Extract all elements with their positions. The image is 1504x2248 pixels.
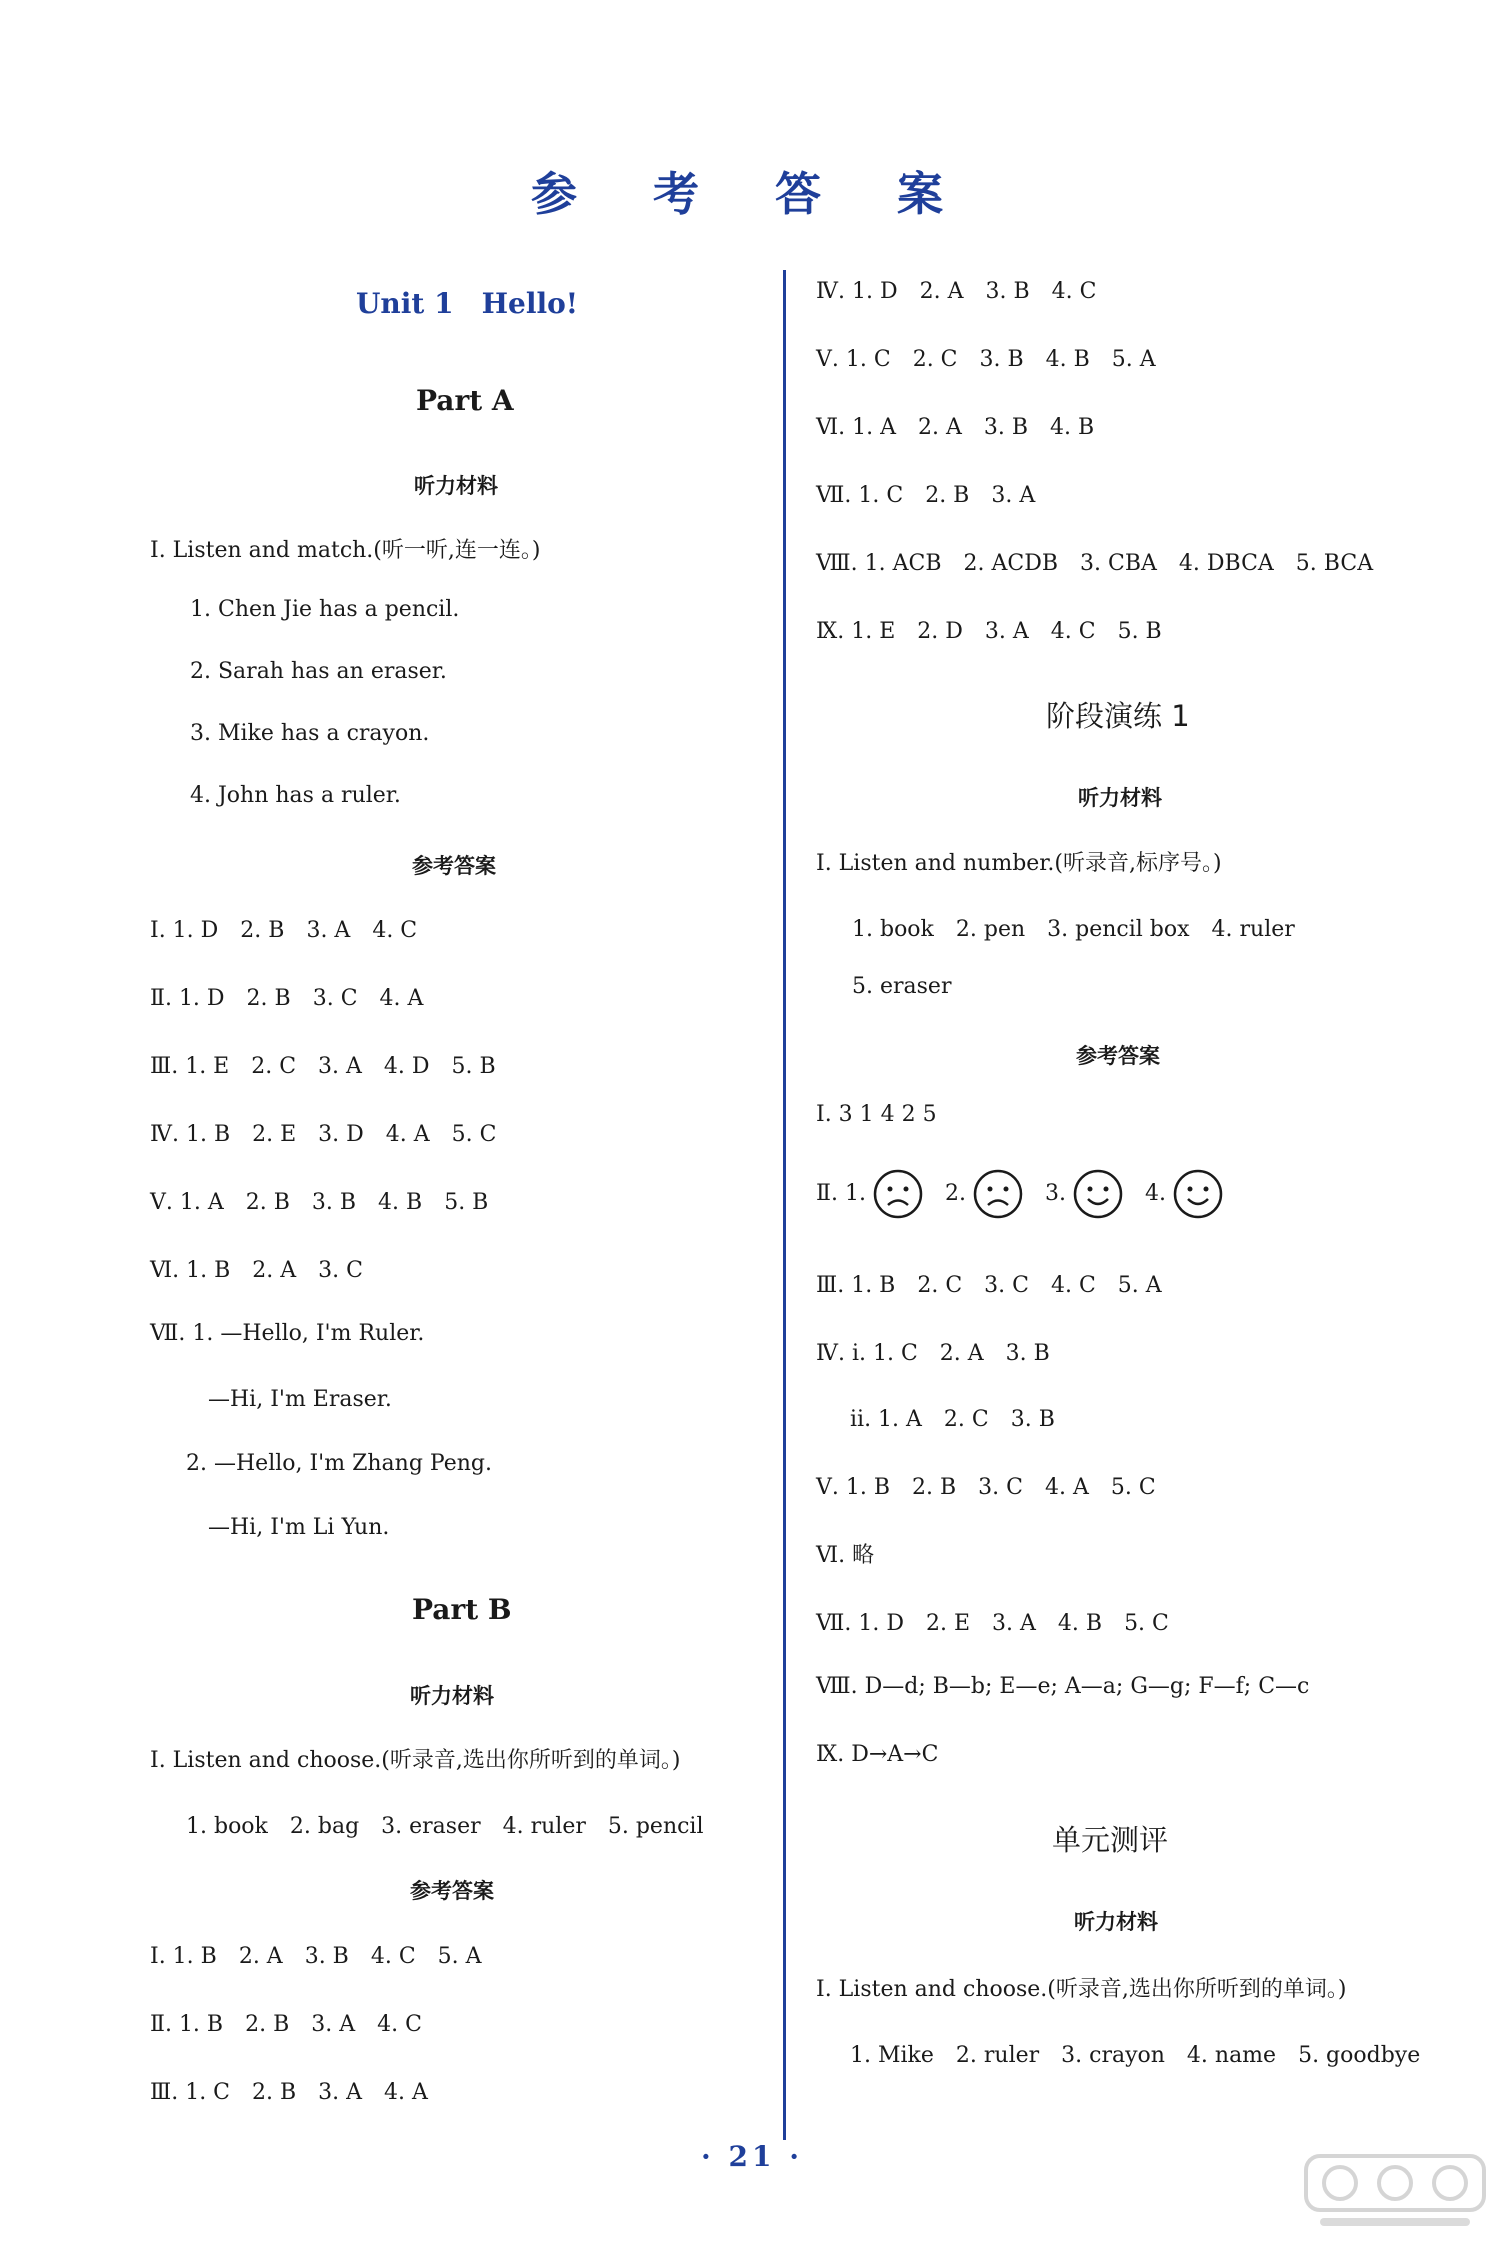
answer-line: Ⅶ. 1. C 2. B 3. A: [816, 483, 1036, 508]
answer-line: —Hi, I'm Eraser.: [208, 1387, 392, 1412]
answer-line: Ⅸ. 1. E 2. D 3. A 4. C 5. B: [816, 619, 1162, 644]
answer-line: Ⅲ. 1. B 2. C 3. C 4. C 5. A: [816, 1273, 1162, 1298]
answer-line: Ⅴ. 1. C 2. C 3. B 4. B 5. A: [816, 347, 1156, 372]
answer-line: Ⅰ. 1. D 2. B 3. A 4. C: [150, 918, 418, 943]
list-item: 1. book 2. pen 3. pencil box 4. ruler: [852, 917, 1295, 942]
answer-line: —Hi, I'm Li Yun.: [208, 1515, 390, 1540]
instruction: Ⅰ. Listen and match.(听一听,连一连。): [150, 538, 541, 563]
list-item: 1. book 2. bag 3. eraser 4. ruler 5. pencil: [186, 1814, 704, 1839]
stage-heading: 阶段演练 1: [1046, 699, 1190, 733]
answers-heading: 参考答案: [1076, 1044, 1160, 1068]
answer-line: ⅱ. 1. A 2. C 3. B: [850, 1407, 1055, 1432]
answer-line: Ⅲ. 1. C 2. B 3. A 4. A: [150, 2080, 428, 2105]
answer-line: Ⅰ. 1. B 2. A 3. B 4. C 5. A: [150, 1944, 482, 1969]
answer-line: Ⅴ. 1. B 2. B 3. C 4. A 5. C: [816, 1475, 1156, 1500]
instruction: Ⅰ. Listen and number.(听录音,标序号。): [816, 851, 1222, 876]
list-item: 1. Mike 2. ruler 3. crayon 4. name 5. goodbye: [850, 2043, 1421, 2068]
column-divider: [783, 270, 786, 2140]
list-item: 1. Chen Jie has a pencil.: [190, 597, 460, 622]
face-label: 1.: [844, 1181, 866, 1206]
watermark-logo-icon: [1300, 2150, 1490, 2240]
sad-face-icon: [872, 1168, 924, 1220]
answer-line: Ⅶ. 1. D 2. E 3. A 4. B 5. C: [816, 1611, 1169, 1636]
happy-face-icon: [1172, 1168, 1224, 1220]
answer-line: Ⅳ. 1. B 2. E 3. D 4. A 5. C: [150, 1122, 497, 1147]
page-title: 参 考 答 案: [530, 167, 974, 221]
happy-face-icon: [1072, 1168, 1124, 1220]
face-label: 2.: [944, 1181, 966, 1206]
answer-prefix: Ⅱ.: [816, 1181, 838, 1206]
instruction: Ⅰ. Listen and choose.(听录音,选出你所听到的单词。): [150, 1748, 681, 1773]
answer-line: Ⅵ. 略: [816, 1543, 875, 1568]
answer-line: Ⅳ. ⅰ. 1. C 2. A 3. B: [816, 1341, 1050, 1366]
list-item: 5. eraser: [852, 974, 952, 999]
list-item: 2. Sarah has an eraser.: [190, 659, 447, 684]
listening-heading: 听力材料: [414, 474, 498, 498]
unit-title: Unit 1 Hello!: [356, 287, 579, 320]
part-b-heading: Part B: [412, 1593, 512, 1626]
answer-line: Ⅷ. 1. ACB 2. ACDB 3. CBA 4. DBCA 5. BCA: [816, 551, 1374, 576]
list-item: 4. John has a ruler.: [190, 783, 401, 808]
answer-line: Ⅵ. 1. B 2. A 3. C: [150, 1258, 363, 1283]
listening-heading: 听力材料: [1078, 786, 1162, 810]
face-label: 4.: [1144, 1181, 1166, 1206]
unit-test-heading: 单元测评: [1052, 1823, 1169, 1857]
answer-line: Ⅶ. 1. —Hello, I'm Ruler.: [150, 1321, 425, 1346]
answer-line: Ⅳ. 1. D 2. A 3. B 4. C: [816, 279, 1097, 304]
answer-line: Ⅷ. D—d; B—b; E—e; A—a; G—g; F—f; C—c: [816, 1674, 1310, 1699]
sad-face-icon: [972, 1168, 1024, 1220]
answer-line: Ⅱ. 1. B 2. B 3. A 4. C: [150, 2012, 422, 2037]
face-label: 3.: [1044, 1181, 1066, 1206]
part-a-heading: Part A: [416, 384, 514, 417]
answer-line: Ⅲ. 1. E 2. C 3. A 4. D 5. B: [150, 1054, 496, 1079]
answers-heading: 参考答案: [410, 1879, 494, 1903]
instruction: Ⅰ. Listen and choose.(听录音,选出你所听到的单词。): [816, 1977, 1347, 2002]
answer-line: Ⅰ. 3 1 4 2 5: [816, 1102, 937, 1127]
answer-line: Ⅵ. 1. A 2. A 3. B 4. B: [816, 415, 1095, 440]
listening-heading: 听力材料: [1074, 1910, 1158, 1934]
answer-line: Ⅸ. D→A→C: [816, 1742, 939, 1767]
face-answer-row: [816, 1168, 1238, 1220]
answer-line: Ⅱ. 1. D 2. B 3. C 4. A: [150, 986, 424, 1011]
answers-heading: 参考答案: [412, 854, 496, 878]
answer-line: Ⅴ. 1. A 2. B 3. B 4. B 5. B: [150, 1190, 489, 1215]
page-number: · 21 ·: [701, 2140, 803, 2173]
listening-heading: 听力材料: [410, 1684, 494, 1708]
list-item: 3. Mike has a crayon.: [190, 721, 430, 746]
answer-line: 2. —Hello, I'm Zhang Peng.: [186, 1451, 492, 1476]
